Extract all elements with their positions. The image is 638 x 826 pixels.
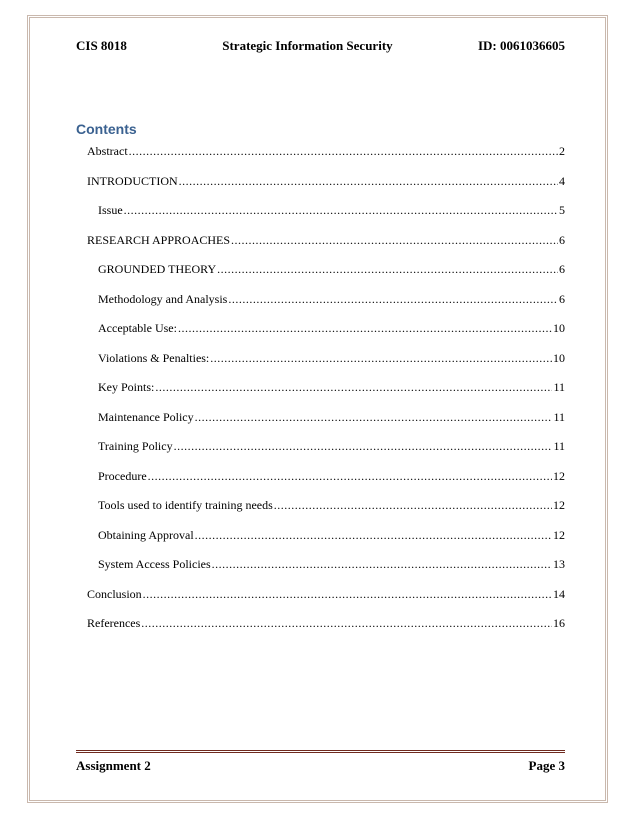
toc-entry[interactable] [87, 140, 565, 170]
toc-dot-leader [212, 553, 552, 575]
toc-dot-leader [179, 170, 558, 192]
toc-entry-page: 12 [553, 468, 565, 483]
toc-entry-title: RESEARCH APPROACHES [87, 232, 231, 247]
toc-entry[interactable] [87, 524, 565, 554]
toc-entry-title: Conclusion [87, 586, 142, 601]
toc-entry-title: Abstract [87, 144, 128, 158]
toc-entry-title: Training Policy [98, 439, 173, 453]
toc-entry[interactable] [87, 435, 565, 465]
toc-entry-page: 10 [553, 350, 565, 365]
toc-entry-title: Maintenance Policy [98, 409, 194, 424]
toc-entry[interactable] [87, 494, 565, 524]
toc-entry-title: GROUNDED THEORY [98, 262, 217, 276]
toc-dot-leader [210, 347, 552, 369]
toc-dot-leader [231, 229, 558, 251]
toc-entry[interactable] [87, 170, 565, 200]
toc-dot-leader [129, 140, 558, 162]
toc-entry-page: 13 [553, 557, 565, 571]
toc-dot-leader [195, 406, 553, 428]
toc-entry-page: 11 [553, 439, 565, 453]
toc-entry-page: 6 [559, 232, 565, 247]
toc-dot-leader [148, 465, 552, 487]
toc-entry-title: Obtaining Approval [98, 527, 194, 542]
toc-entry-page: 12 [553, 527, 565, 542]
toc-entry-page: 11 [553, 380, 565, 394]
toc-dot-leader [195, 524, 552, 546]
toc-entry[interactable] [87, 376, 565, 406]
toc-entry[interactable] [87, 317, 565, 347]
toc-entry-page: 12 [553, 498, 565, 512]
toc-entry[interactable] [87, 288, 565, 318]
toc-entry[interactable] [87, 553, 565, 583]
contents-title: Contents [76, 121, 137, 137]
toc-entry[interactable] [87, 583, 565, 613]
toc-entry-title: Tools used to identify training needs [98, 498, 273, 512]
toc-entry[interactable] [87, 465, 565, 495]
toc-entry-page: 4 [559, 173, 565, 188]
toc-dot-leader [217, 258, 558, 280]
toc-entry-title: Methodology and Analysis [98, 291, 228, 306]
footer-divider [76, 750, 565, 753]
footer-assignment: Assignment 2 [76, 758, 151, 773]
toc-entry-page: 6 [559, 291, 565, 306]
toc-entry-title: Issue [98, 203, 123, 217]
toc-entry-title: Acceptable Use: [98, 321, 177, 335]
toc-dot-leader [178, 317, 552, 339]
toc-entry[interactable] [87, 406, 565, 436]
toc-entry-title: References [87, 616, 141, 630]
footer-page-number: Page 3 [528, 758, 565, 773]
toc-dot-leader [143, 583, 552, 605]
toc-entry-title: System Access Policies [98, 557, 211, 571]
toc-entry-page: 2 [559, 144, 565, 158]
toc-entry-page: 16 [553, 616, 565, 630]
page-footer [76, 758, 565, 774]
toc-entry-page: 6 [559, 262, 565, 276]
toc-entry[interactable] [87, 199, 565, 229]
toc-entry-title: Key Points: [98, 380, 155, 394]
toc-entry[interactable] [87, 258, 565, 288]
toc-entry-page: 10 [553, 321, 565, 335]
toc-entry[interactable] [87, 229, 565, 259]
toc-dot-leader [174, 435, 553, 457]
page-header [76, 36, 565, 56]
toc-entry-page: 14 [553, 586, 565, 601]
toc-entry-title: INTRODUCTION [87, 173, 178, 188]
toc-dot-leader [274, 494, 552, 516]
header-student-id: ID: 0061036605 [477, 38, 565, 53]
toc-entry-title: Violations & Penalties: [98, 350, 210, 365]
toc-entry-page: 11 [553, 409, 565, 424]
toc-entry[interactable] [87, 347, 565, 377]
toc-dot-leader [141, 612, 552, 634]
header-subject: Strategic Information Security [222, 38, 393, 53]
toc-entry-title: Procedure [98, 468, 147, 483]
table-of-contents [87, 140, 565, 642]
toc-entry[interactable] [87, 612, 565, 642]
toc-dot-leader [228, 288, 558, 310]
toc-dot-leader [155, 376, 552, 398]
toc-entry-page: 5 [559, 203, 565, 217]
toc-dot-leader [124, 199, 558, 221]
header-course: CIS 8018 [76, 38, 127, 53]
